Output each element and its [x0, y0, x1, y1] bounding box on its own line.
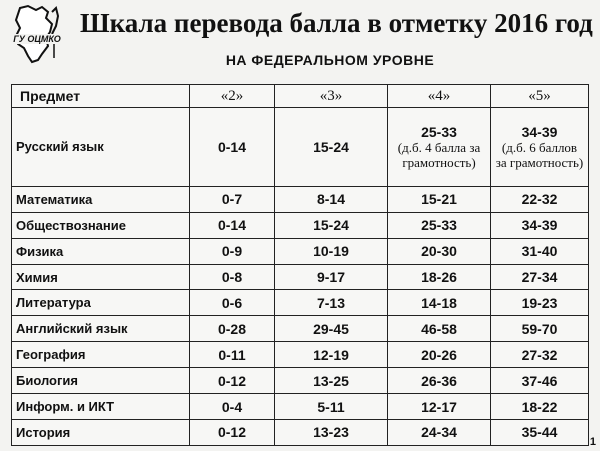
grade-4-cell [388, 108, 491, 187]
table-row [12, 290, 589, 316]
subject-cell: География [12, 342, 190, 368]
grade-4-cell: 18-26 [388, 264, 491, 290]
grade-2-cell: 0-6 [190, 290, 275, 316]
subject-cell: Обществознание [12, 212, 190, 238]
grade-4-cell: 26-36 [388, 368, 491, 394]
subject-cell: Математика [12, 186, 190, 212]
grade-4-cell: 24-34 [388, 419, 491, 445]
grade-5-cell: 31-40 [491, 238, 589, 264]
grade-2-cell: 0-12 [190, 368, 275, 394]
grade-2-cell: 0-9 [190, 238, 275, 264]
table-row [12, 394, 589, 420]
grade-5-cell: 27-34 [491, 264, 589, 290]
grade-5-note: (д.б. 6 баллов за грамотность) [495, 139, 584, 170]
grade-5-cell: 34-39 [491, 212, 589, 238]
grade-4-note: (д.б. 4 балла за грамотность) [397, 139, 481, 170]
header-grade-4: «4» [388, 85, 491, 108]
logo [6, 4, 68, 64]
grade-4-cell: 25-33 [388, 212, 491, 238]
grade-5-range: 34-39 [521, 123, 558, 140]
header-grade-3: «3» [275, 85, 388, 108]
grade-3-cell: 5-11 [275, 394, 388, 420]
grade-3-cell: 13-25 [275, 368, 388, 394]
table-row [12, 238, 589, 264]
page-title: Шкала перевода балла в отметку 2016 год [80, 8, 593, 38]
grade-5-cell: 19-23 [491, 290, 589, 316]
grade-2-cell: 0-14 [190, 212, 275, 238]
grade-2-cell: 0-4 [190, 394, 275, 420]
subject-cell: Информ. и ИКТ [12, 394, 190, 420]
grade-5-cell: 18-22 [491, 394, 589, 420]
grade-5-cell: 27-32 [491, 342, 589, 368]
table-row [12, 212, 589, 238]
grade-4-cell: 15-21 [388, 186, 491, 212]
grade-2-cell: 0-14 [190, 108, 275, 187]
grade-5-cell: 22-32 [491, 186, 589, 212]
subject-cell: Английский язык [12, 316, 190, 342]
table-row [12, 342, 589, 368]
grade-5-cell: 35-44 [491, 419, 589, 445]
grade-2-cell: 0-11 [190, 342, 275, 368]
grade-3-cell: 13-23 [275, 419, 388, 445]
grade-conversion-table [11, 84, 589, 446]
logo-text: ГУ ОЦМКО [8, 34, 66, 44]
grade-4-cell: 14-18 [388, 290, 491, 316]
grade-3-cell: 29-45 [275, 316, 388, 342]
grade-2-cell: 0-28 [190, 316, 275, 342]
grade-3-cell: 15-24 [275, 212, 388, 238]
grade-3-cell: 8-14 [275, 186, 388, 212]
table-row [12, 108, 589, 187]
table-row [12, 368, 589, 394]
subject-cell: Литература [12, 290, 190, 316]
header-grade-5: «5» [491, 85, 589, 108]
grade-3-cell: 7-13 [275, 290, 388, 316]
grade-3-cell: 10-19 [275, 238, 388, 264]
header-grade-2: «2» [190, 85, 275, 108]
table-row [12, 419, 589, 445]
grade-4-cell: 20-30 [388, 238, 491, 264]
grade-5-cell: 37-46 [491, 368, 589, 394]
subject-cell: Русский язык [12, 108, 190, 187]
page-number: 1 [589, 436, 596, 448]
table-row [12, 316, 589, 342]
grade-5-cell [491, 108, 589, 187]
subject-cell: История [12, 419, 190, 445]
grade-3-cell: 15-24 [275, 108, 388, 187]
grade-2-cell: 0-7 [190, 186, 275, 212]
grade-4-cell: 12-17 [388, 394, 491, 420]
table-row [12, 186, 589, 212]
grade-4-cell: 46-58 [388, 316, 491, 342]
subject-cell: Физика [12, 238, 190, 264]
table-header-row [12, 85, 589, 108]
page-subtitle: НА ФЕДЕРАЛЬНОМ УРОВНЕ [225, 52, 435, 68]
grade-5-cell: 59-70 [491, 316, 589, 342]
grade-4-range: 25-33 [421, 123, 457, 140]
grade-3-cell: 9-17 [275, 264, 388, 290]
table-row [12, 264, 589, 290]
grade-2-cell: 0-12 [190, 419, 275, 445]
header-subject: Предмет [12, 85, 190, 108]
subject-cell: Химия [12, 264, 190, 290]
grade-2-cell: 0-8 [190, 264, 275, 290]
grade-4-cell: 20-26 [388, 342, 491, 368]
grade-3-cell: 12-19 [275, 342, 388, 368]
subject-cell: Биология [12, 368, 190, 394]
